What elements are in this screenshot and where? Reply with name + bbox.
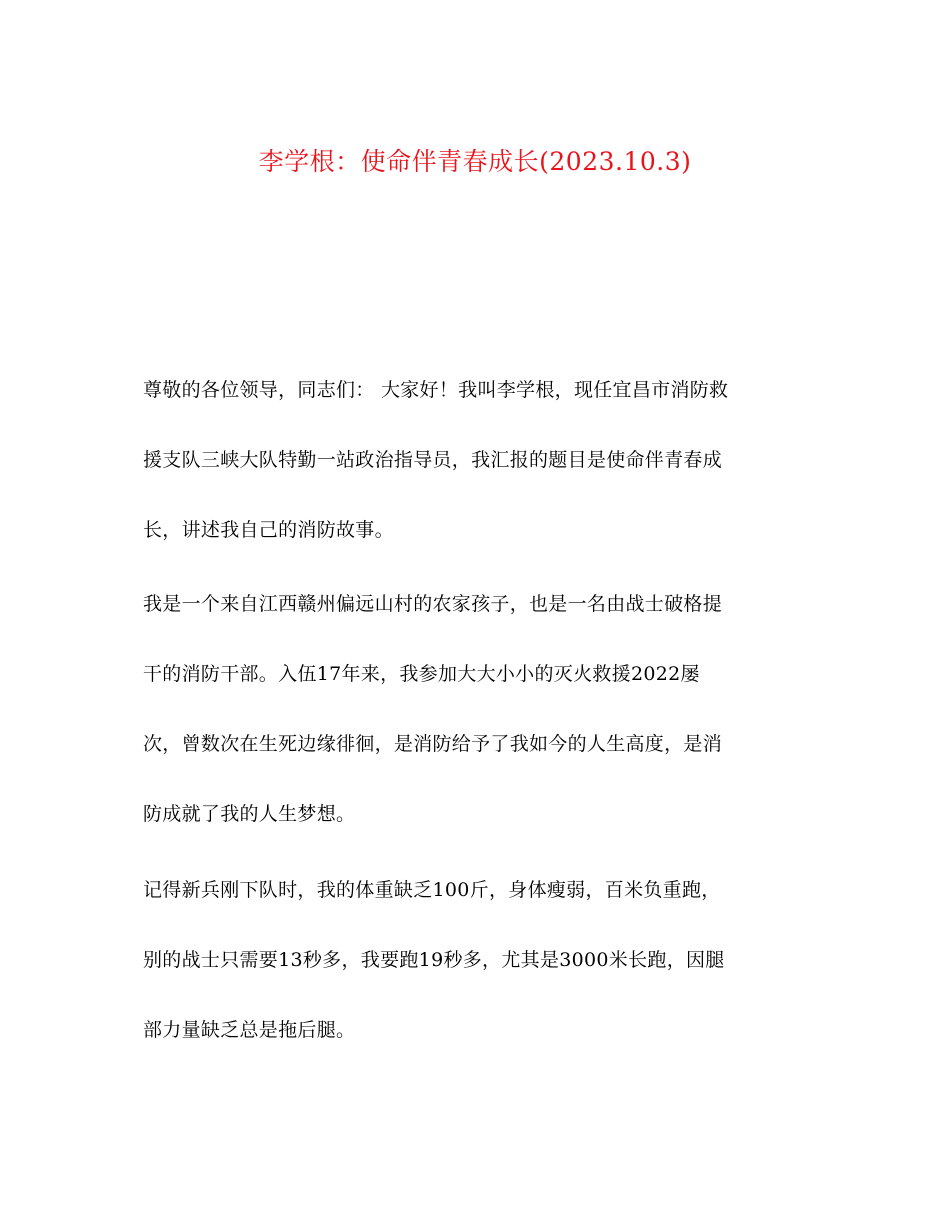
paragraph-line: 长，讲述我自己的消防故事。 [143,519,394,541]
paragraph-background [143,569,807,849]
paragraph-line: 尊敬的各位领导，同志们： 大家好！我叫李学根，现任宜昌市消防救 [143,379,729,401]
paragraph-line: 部力量缺乏总是拖后腿。 [143,1019,356,1041]
paragraph-line: 我是一个来自江西赣州偏远山村的农家孩子，也是一名由战士破格提 [143,593,723,615]
paragraph-line: 干的消防干部。入伍17年来，我参加大大小小的灭火救援2022屡 [143,663,700,685]
document-title: 李学根：使命伴青春成长(2023.10.3) [258,147,692,176]
paragraph-line: 记得新兵刚下队时，我的体重缺乏100斤，身体瘦弱，百米负重跑， [143,879,721,901]
paragraph-line: 援支队三峡大队特勤一站政治指导员，我汇报的题目是使命伴青春成 [143,449,723,471]
paragraph-line: 别的战士只需要13秒多，我要跑19秒多，尤其是3000米长跑，因腿 [143,949,725,971]
paragraph-greeting [143,355,807,565]
paragraph-line: 防成就了我的人生梦想。 [143,803,356,825]
paragraph-line: 次，曾数次在生死边缘徘徊，是消防给予了我如今的人生高度，是消 [143,733,723,755]
paragraph-recruit-memory [143,855,807,1065]
